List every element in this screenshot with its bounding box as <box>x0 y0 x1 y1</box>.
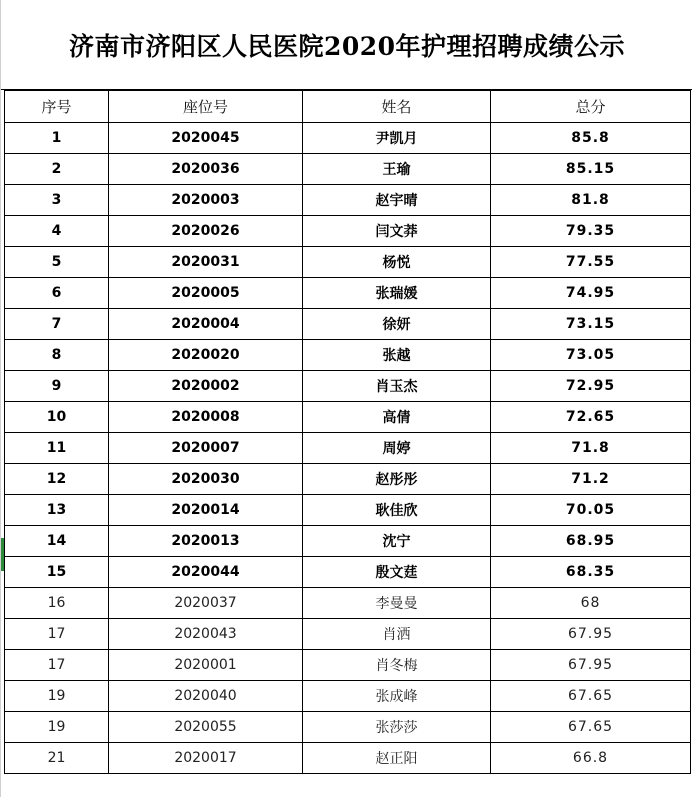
cell-index[interactable]: 14 <box>5 526 109 557</box>
cell-score[interactable]: 71.2 <box>491 464 691 495</box>
cell-score[interactable]: 67.95 <box>491 650 691 681</box>
cell-name[interactable]: 赵正阳 <box>303 743 491 774</box>
cell-name[interactable]: 肖玉杰 <box>303 371 491 402</box>
cell-name[interactable]: 赵彤彤 <box>303 464 491 495</box>
header-score[interactable]: 总分 <box>491 91 691 123</box>
cell-score[interactable]: 71.8 <box>491 433 691 464</box>
cell-score[interactable]: 72.65 <box>491 402 691 433</box>
cell-name[interactable]: 杨悦 <box>303 247 491 278</box>
table-row <box>5 557 691 588</box>
cell-index[interactable]: 8 <box>5 340 109 371</box>
table-row <box>5 743 691 774</box>
cell-name[interactable]: 高倩 <box>303 402 491 433</box>
table-row <box>5 123 691 154</box>
cell-score[interactable]: 85.8 <box>491 123 691 154</box>
cell-index[interactable]: 2 <box>5 154 109 185</box>
cell-seat[interactable]: 2020055 <box>109 712 303 743</box>
table-row <box>5 278 691 309</box>
cell-name[interactable]: 周婷 <box>303 433 491 464</box>
table-row <box>5 495 691 526</box>
cell-index[interactable]: 9 <box>5 371 109 402</box>
table-row <box>5 650 691 681</box>
cell-index[interactable]: 7 <box>5 309 109 340</box>
cell-score[interactable]: 77.55 <box>491 247 691 278</box>
cell-name[interactable]: 徐妍 <box>303 309 491 340</box>
cell-index[interactable]: 16 <box>5 588 109 619</box>
cell-seat[interactable]: 2020045 <box>109 123 303 154</box>
cell-index[interactable]: 13 <box>5 495 109 526</box>
score-rows <box>5 123 691 774</box>
cell-seat[interactable]: 2020026 <box>109 216 303 247</box>
cell-index[interactable]: 4 <box>5 216 109 247</box>
cell-seat[interactable]: 2020020 <box>109 340 303 371</box>
cell-seat[interactable]: 2020040 <box>109 681 303 712</box>
score-table <box>4 90 691 774</box>
cell-seat[interactable]: 2020013 <box>109 526 303 557</box>
table-row <box>5 712 691 743</box>
cell-index[interactable]: 3 <box>5 185 109 216</box>
cell-name[interactable]: 肖洒 <box>303 619 491 650</box>
cell-seat[interactable]: 2020008 <box>109 402 303 433</box>
table-row <box>5 588 691 619</box>
cell-score[interactable]: 72.95 <box>491 371 691 402</box>
cell-name[interactable]: 殷文莛 <box>303 557 491 588</box>
cell-score[interactable]: 85.15 <box>491 154 691 185</box>
cell-name[interactable]: 张莎莎 <box>303 712 491 743</box>
cell-score[interactable]: 70.05 <box>491 495 691 526</box>
cell-score[interactable]: 68 <box>491 588 691 619</box>
header-index[interactable]: 序号 <box>5 91 109 123</box>
cell-index[interactable]: 1 <box>5 123 109 154</box>
cell-score[interactable]: 67.65 <box>491 712 691 743</box>
header-row <box>5 91 691 123</box>
cell-name[interactable]: 张瑞媛 <box>303 278 491 309</box>
table-row <box>5 154 691 185</box>
table-row <box>5 247 691 278</box>
cell-seat[interactable]: 2020005 <box>109 278 303 309</box>
cell-seat[interactable]: 2020002 <box>109 371 303 402</box>
cell-index[interactable]: 12 <box>5 464 109 495</box>
cell-score[interactable]: 66.8 <box>491 743 691 774</box>
cell-name[interactable]: 肖冬梅 <box>303 650 491 681</box>
cell-index[interactable]: 17 <box>5 650 109 681</box>
cell-seat[interactable]: 2020037 <box>109 588 303 619</box>
cell-score[interactable]: 67.65 <box>491 681 691 712</box>
cell-index[interactable]: 10 <box>5 402 109 433</box>
cell-name[interactable]: 尹凯月 <box>303 123 491 154</box>
table-row <box>5 433 691 464</box>
cell-index[interactable]: 21 <box>5 743 109 774</box>
table-row <box>5 185 691 216</box>
table-row <box>5 464 691 495</box>
cell-seat[interactable]: 2020017 <box>109 743 303 774</box>
table-row <box>5 619 691 650</box>
page-title: 济南市济阳区人民医院2020年护理招聘成绩公示 <box>1 0 692 90</box>
table-row <box>5 309 691 340</box>
cell-name[interactable]: 张成峰 <box>303 681 491 712</box>
cell-score[interactable]: 68.35 <box>491 557 691 588</box>
cell-score[interactable]: 68.95 <box>491 526 691 557</box>
header-seat[interactable]: 座位号 <box>109 91 303 123</box>
cell-index[interactable]: 15 <box>5 557 109 588</box>
cell-score[interactable]: 74.95 <box>491 278 691 309</box>
cell-seat[interactable]: 2020007 <box>109 433 303 464</box>
cell-seat[interactable]: 2020001 <box>109 650 303 681</box>
cell-seat[interactable]: 2020004 <box>109 309 303 340</box>
cell-score[interactable]: 81.8 <box>491 185 691 216</box>
cell-score[interactable]: 73.05 <box>491 340 691 371</box>
cell-seat[interactable]: 2020031 <box>109 247 303 278</box>
cell-index[interactable]: 19 <box>5 712 109 743</box>
cell-name[interactable]: 沈宁 <box>303 526 491 557</box>
cell-seat[interactable]: 2020044 <box>109 557 303 588</box>
cell-name[interactable]: 耿佳欣 <box>303 495 491 526</box>
table-row <box>5 216 691 247</box>
cell-seat[interactable]: 2020003 <box>109 185 303 216</box>
cell-score[interactable]: 73.15 <box>491 309 691 340</box>
cell-name[interactable]: 王瑜 <box>303 154 491 185</box>
cell-index[interactable]: 17 <box>5 619 109 650</box>
cell-score[interactable]: 79.35 <box>491 216 691 247</box>
header-name[interactable]: 姓名 <box>303 91 491 123</box>
cell-name[interactable]: 李曼曼 <box>303 588 491 619</box>
selected-row-marker <box>1 538 4 571</box>
cell-name[interactable]: 赵宇晴 <box>303 185 491 216</box>
cell-seat[interactable]: 2020036 <box>109 154 303 185</box>
table-row <box>5 340 691 371</box>
cell-seat[interactable]: 2020030 <box>109 464 303 495</box>
cell-name[interactable]: 张越 <box>303 340 491 371</box>
table-row <box>5 371 691 402</box>
cell-index[interactable]: 11 <box>5 433 109 464</box>
cell-seat[interactable]: 2020043 <box>109 619 303 650</box>
table-row <box>5 681 691 712</box>
cell-name[interactable]: 闫文莽 <box>303 216 491 247</box>
cell-index[interactable]: 6 <box>5 278 109 309</box>
cell-index[interactable]: 19 <box>5 681 109 712</box>
table-row <box>5 526 691 557</box>
table-row <box>5 402 691 433</box>
cell-score[interactable]: 67.95 <box>491 619 691 650</box>
cell-seat[interactable]: 2020014 <box>109 495 303 526</box>
cell-index[interactable]: 5 <box>5 247 109 278</box>
